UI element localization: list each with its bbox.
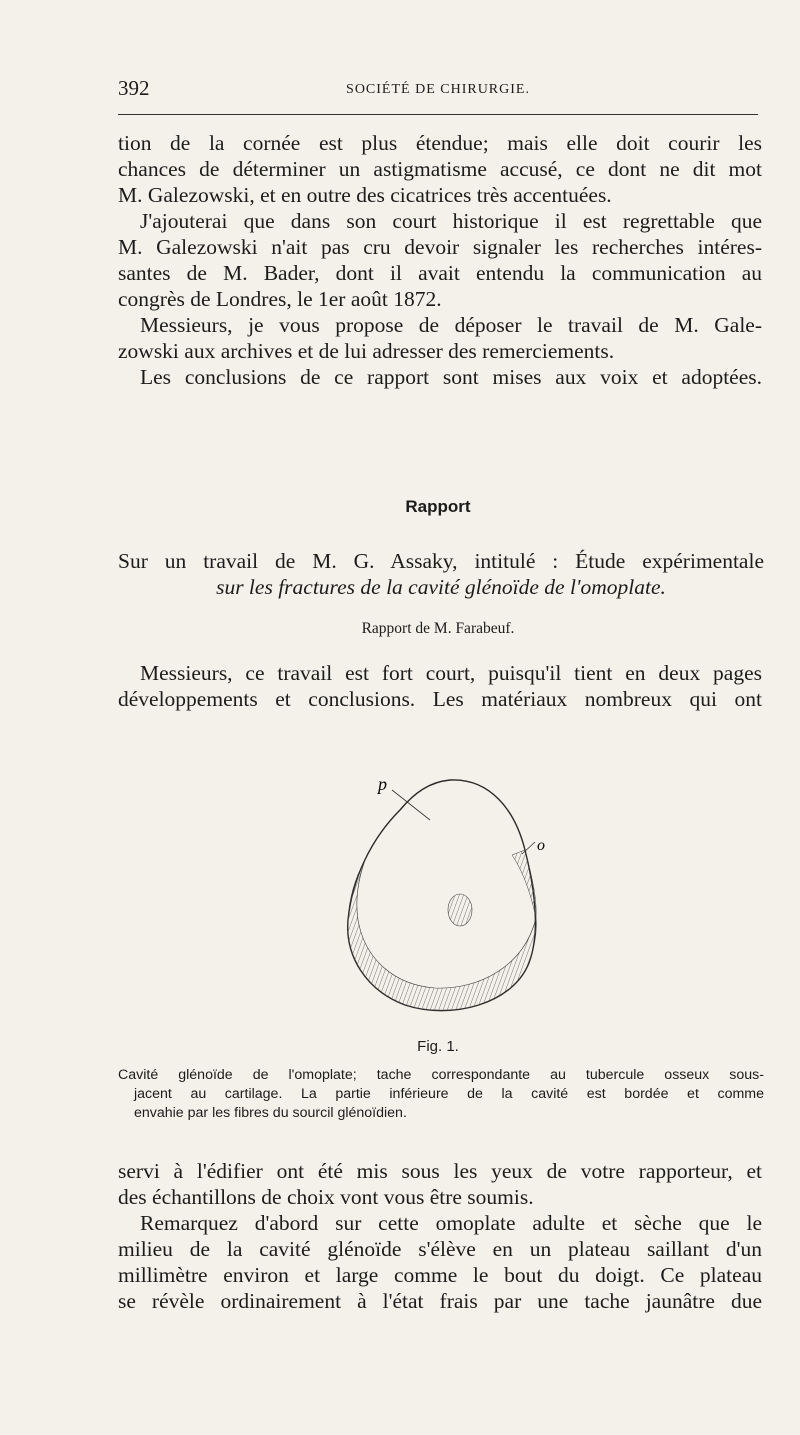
- reporter-line: Rapport de M. Farabeuf.: [361, 620, 515, 637]
- text-line: millimètre environ et large comme le bout du doigt. Ce plateau: [118, 1263, 762, 1287]
- bony-tubercle-spot: [448, 894, 472, 926]
- leader-line-p: [392, 790, 430, 820]
- top-text-block: [118, 130, 762, 390]
- caption-line: jacent au cartilage. La partie inférieure de la cavité est bordée et comme: [134, 1086, 764, 1102]
- glenoid-illustration: [330, 770, 560, 1030]
- text-line: des échantillons de choix vont vous être soumis.: [118, 1185, 534, 1209]
- text-line: J'ajouterai que dans son court historique il est regrettable que: [140, 209, 762, 233]
- text-line: zowski aux archives et de lui adresser des remerciements.: [118, 339, 615, 363]
- text-line: M. Galezowski, et en outre des cicatrices très accentuées.: [118, 183, 612, 207]
- text-line: Les conclusions de ce rapport sont mises aux voix et adoptées.: [140, 365, 762, 389]
- page-number: 392: [118, 76, 150, 100]
- subject-line-1: Sur un travail de M. G. Assaky, intitulé : Étude expérimentale: [118, 549, 764, 573]
- text-line: Messieurs, ce travail est fort court, puisqu'il tient en deux pages: [140, 661, 762, 685]
- text-line: santes de M. Bader, dont il avait entendu la communication au: [118, 261, 762, 285]
- text-line: milieu de la cavité glénoïde s'élève en un plateau saillant d'un: [118, 1237, 762, 1261]
- page-header: [118, 76, 758, 106]
- text-line: M. Galezowski n'ait pas cru devoir signaler les recherches intéres-: [118, 235, 762, 259]
- text-line: congrès de Londres, le 1er août 1872.: [118, 287, 442, 311]
- text-line: tion de la cornée est plus étendue; mais elle doit courir les: [118, 131, 762, 155]
- running-head: SOCIÉTÉ DE CHIRURGIE.: [346, 82, 530, 97]
- figure-caption: [118, 1066, 764, 1123]
- text-line: se révèle ordinairement à l'état frais par une tache jaunâtre due: [118, 1289, 762, 1313]
- report-subject: [118, 548, 764, 600]
- labrum-fibres: [348, 860, 537, 1011]
- text-line: servi à l'édifier ont été mis sous les yeux de votre rapporteur, et: [118, 1159, 762, 1183]
- middle-text-block: [118, 660, 762, 712]
- text-line: Remarquez d'abord sur cette omoplate adulte et sèche que le: [140, 1211, 762, 1235]
- section-title: Rapport: [405, 497, 471, 516]
- figure-glenoid: [330, 770, 560, 1030]
- subject-line-2: sur les fractures de la cavité glénoïde de l'omoplate.: [216, 575, 666, 599]
- label-p: p: [378, 774, 387, 794]
- header-rule: [118, 114, 758, 115]
- caption-line: envahie par les fibres du sourcil glénoïdien.: [134, 1105, 407, 1121]
- text-line: Messieurs, je vous propose de déposer le travail de M. Gale-: [140, 313, 762, 337]
- bottom-text-block: [118, 1158, 762, 1314]
- caption-line: Cavité glénoïde de l'omoplate; tache correspondante au tubercule osseux sous-: [118, 1067, 764, 1083]
- labrum-fibres-right: [512, 850, 536, 918]
- label-o: o: [537, 837, 545, 854]
- text-line: développements et conclusions. Les matériaux nombreux qui ont: [118, 687, 762, 711]
- figure-label: Fig. 1.: [417, 1038, 459, 1055]
- text-line: chances de déterminer un astigmatisme accusé, ce dont ne dit mot: [118, 157, 762, 181]
